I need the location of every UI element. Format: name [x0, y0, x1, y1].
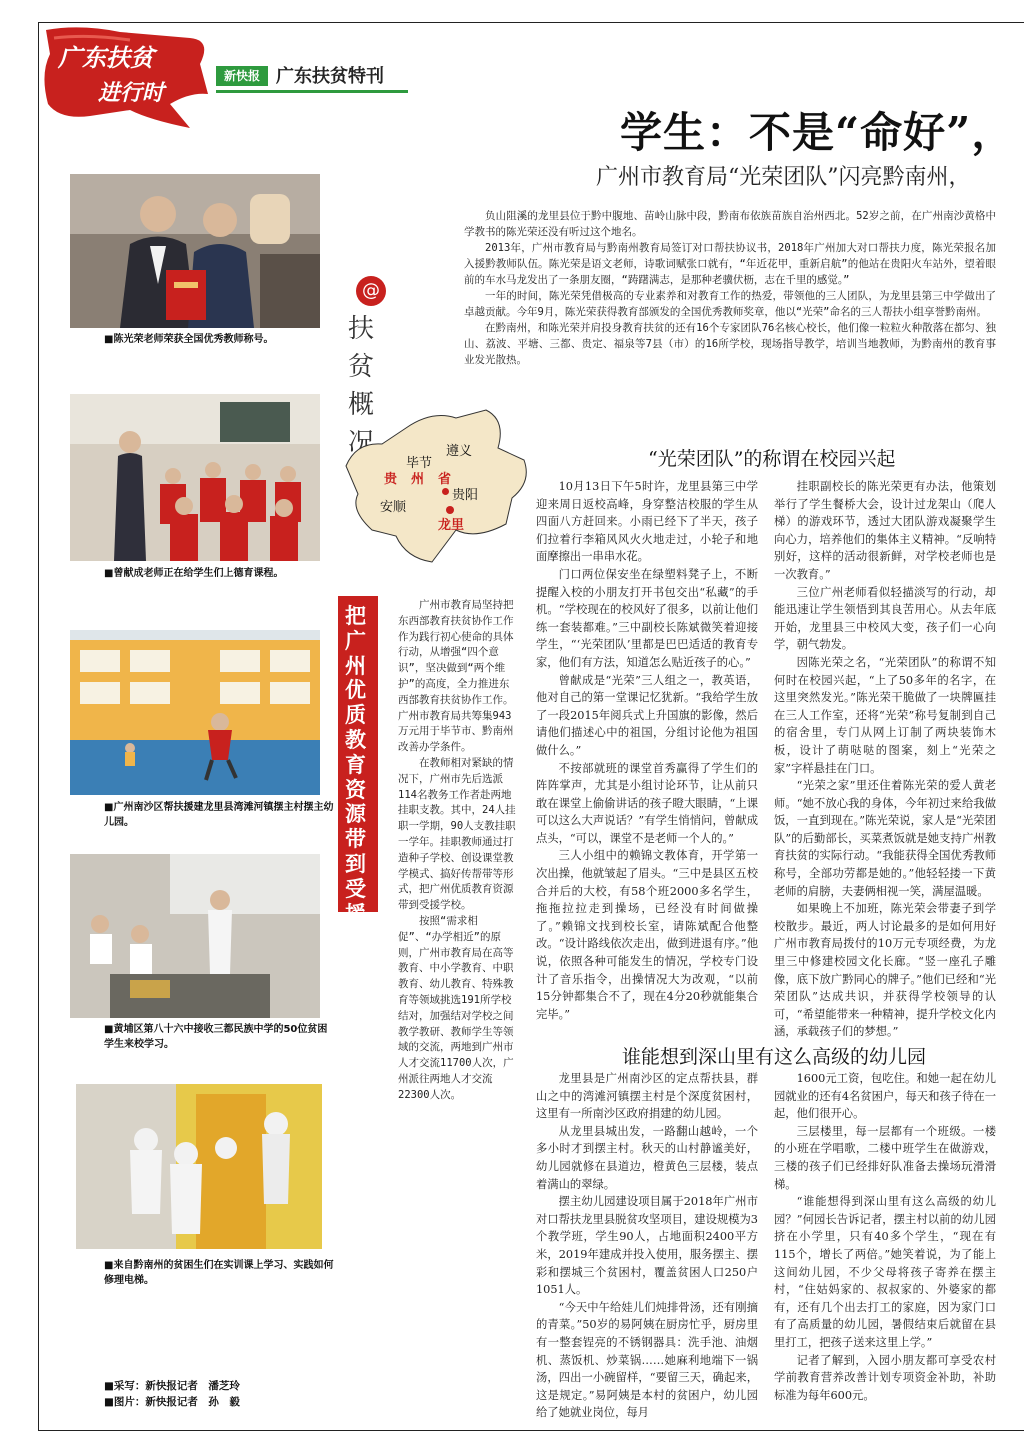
sidebar-text [398, 598, 518, 1104]
map-city-zunyi: 遵义 [446, 444, 473, 459]
overview-label: 扶贫概况 [348, 314, 375, 458]
section2-column-2 [774, 1070, 996, 1404]
photo-classroom [70, 394, 320, 561]
section1-column-2 [774, 478, 996, 1041]
photo5-caption: ■来自黔南州的贫困生们在实训课上学习、实践如何修理电梯。 [104, 1260, 334, 1286]
brand-logo: 新快报 [216, 66, 268, 86]
photo4-caption: ■黄埔区第八十六中接收三都民族中学的50位贫困学生来校学习。 [104, 1024, 328, 1050]
map-marker-longli [446, 506, 454, 514]
map-city-anshun: 安顺 [380, 500, 407, 515]
article-paragraph: 记者了解到，入园小朋友都可享受农村学前教育营养改善计划专项资金补助，补助标准为每年600元。 [774, 1353, 996, 1402]
article-paragraph: 从龙里县城出发，一路翻山越岭，一个多小时才到摆主村。秋天的山村静谧美好，幼儿园就修在县道边，橙黄色三层楼，装点着满山的翠绿。 [536, 1124, 758, 1191]
article-paragraph: 摆主幼儿园建设项目属于2018年广州市对口帮扶龙里县脱贫攻坚项目，建设规模为3个教学班，学生90人，占地面积2400平方米，2019年建成并投入使用，服务摆主、摆彩和摆城三个贫困村，覆盖贫困人口250户1051人。 [536, 1195, 758, 1297]
page-border-left [38, 22, 39, 1430]
article-paragraph: 因陈光荣之名，“光荣团队”的称谓不知何时在校园兴起，“上了50多年的名字，在这里突然发光。”陈光荣干脆做了一块牌匾挂在三人工作室，还将“光荣”称号复制到自己的宿舍里，专门从网上订制了两块装饰木板，设计了萌哒哒的图案，刻上“光荣之家”字样悬挂在门口。 [774, 655, 996, 775]
article-paragraph: 如果晚上不加班，陈光荣会带妻子到学校散步。最近，两人讨论最多的是如何用好广州市教育局拨付的10万元专项经费，为龙里三中修建校园文化长廊。“竖一座孔子雕像，底下放广黔同心的牌子。”他们已经和“光荣团队”达成共识，并获得学校领导的认可，“希望能带来一种精神，提升学校文化内涵，承载孩子们的梦想。” [774, 902, 996, 1039]
article-paragraph: 曾献成是“光荣”三人组之一，教英语，他对自己的第一堂课记忆犹新。“我给学生放了一段2015年阅兵式上升国旗的影像，然后请他们描述心中的祖国，分组讨论他为祖国做什么。” [536, 673, 758, 757]
section1-column-1 [536, 478, 758, 1023]
page-border-bottom [38, 1430, 1024, 1431]
ribbon-title-line1: 广东扶贫 [58, 43, 154, 72]
photo1-caption: ■陈光荣老师荣获全国优秀教师称号。 [104, 334, 274, 345]
sidebar-paragraph: 按照“需求相促”、“办学相近”的原则，广州市教育局在高等教育、中小学教育、中职教育、幼儿教育、特殊教育等领域挑选191所学校结对，加强结对学校之间教学教研、教师学生等领域的交流，两地到广州市人才交流11700人次，广州派往两地人才交流22300人次。 [398, 914, 514, 1101]
intro-paragraph: 在黔南州，和陈光荣并肩投身教育扶贫的还有16个专家团队76名核心校长，他们像一粒粒火种散落在都匀、独山、荔波、平塘、三都、贵定、福泉等7县（市）的16所学校，现场指导教学，培训当地教师，为黔南州的教育事业发光散热。 [464, 322, 996, 366]
map-province: 贵州省 [384, 472, 466, 487]
at-icon: @ [356, 276, 386, 306]
article-paragraph: 三人小组中的赖锦文教体育，开学第一次出操，他就皱起了眉头。“三中是县区五校合并后的大校，有58个班2000多名学生，拖拖拉拉走到操场，已经没有时间做操了。”赖锦文找到校长室，请陈斌配合他整改。“设计路线依次走出，做到进退有序。”他说，依照各种可能发生的情况，学校专门设计了音乐指令，出操情况大为改观，“以前15分钟都集合不了，现在4分20秒就能集合完毕。” [536, 849, 758, 1021]
intro-paragraph: 2013年，广州市教育局与黔南州教育局签订对口帮扶协议书，2018年广州加大对口帮扶力度，陈光荣报名加入援黔教师队伍。陈光荣是语文老师，诗歌词赋张口就有，“年近花甲，重新启航”的他站在贵阳火车站外，望着眼前的车水马龙发出了一条朋友圈，“踌躇满志，是那种老骥伏枥，志在千里的感觉。” [464, 242, 996, 286]
sidebar-paragraph: 在教师相对紧缺的情况下，广州市先后选派114名教务工作者赴两地挂职支教。其中，24人挂职一学期，90人支教挂职一学年。挂职教师通过打造种子学校、创设课堂教学模式、搞好传帮带等形式，把广州优质教育资源带到受援学校。 [398, 756, 516, 912]
article-paragraph: 不按部就班的课堂首秀赢得了学生们的阵阵掌声，尤其是小组讨论环节，让从前只敢在课堂上偷偷讲话的孩子瞪大眼睛，“上课可以这么大声说话？”有学生悄悄问，曾献成点头，“可以，课堂不是老师一个人的。” [536, 761, 758, 845]
section2-title: 谁能想到深山里有这么高级的幼儿园 [622, 1046, 927, 1068]
article-paragraph: 门口两位保安坐在绿塑料凳子上，不断提醒入校的小朋友打开书包交出“私藏”的手机。“学校现在的校风好了很多，以前让他们练一套装都难。”三中副校长陈斌微笑着迎接学生，“‘光荣团队’里都是巴巴适适的教育专家，他们有方法，知道怎么贴近孩子的心。” [536, 567, 758, 669]
intro-paragraph: 负山阻溪的龙里县位于黔中腹地、苗岭山脉中段，黔南布依族苗族自治州西北。52岁之前，在广州南沙黄格中学教书的陈光荣还没有听过这个地名。 [464, 210, 996, 238]
article-paragraph: 10月13日下午5时许，龙里县第三中学迎来周日返校高峰，身穿整洁校服的学生从四面八方赶回来。小雨已经下了半天，孩子们拉着行李箱风风火火地走过，小轮子和地面摩擦出一串串水花。 [536, 480, 758, 564]
credit-writer: ■采写：新快报记者 潘芝玲 [104, 1380, 240, 1392]
intro-paragraph: 一年的时间，陈光荣凭借极高的专业素养和对教育工作的热爱，带领他的三人团队，为龙里县第三中学做出了卓越贡献。今年9月，陈光荣获得教育部颁发的全国优秀教师奖章，他以“光荣”命名的三人帮扶小组享誉黔南州。 [464, 290, 996, 318]
article-paragraph: 龙里县是广州南沙区的定点帮扶县，群山之中的湾滩河镇摆主村是个深度贫困村，这里有一所南沙区政府捐建的幼儿园。 [536, 1072, 758, 1121]
photo2-caption: ■曾献成老师正在给学生们上德育课程。 [104, 568, 284, 579]
photo-students-lab [70, 854, 320, 1018]
ribbon-title-line2: 进行时 [98, 80, 165, 106]
page-border-top [38, 22, 1024, 23]
article-paragraph: 三位广州老师看似轻描淡写的行动，却能迅速让学生领悟到其良苦用心。从去年底开始，龙里县三中校风大变，孩子们一心向学，朝气勃发。 [774, 585, 996, 652]
photo3-caption: ■广州南沙区帮扶援建龙里县湾滩河镇摆主村摆主幼儿园。 [104, 802, 334, 828]
photo-elevator-training [76, 1084, 322, 1249]
section2-column-1 [536, 1070, 758, 1422]
section-rule [216, 90, 408, 93]
article-paragraph: 挂职副校长的陈光荣更有办法，他策划举行了学生餐桥大会，设计过龙架山（爬人梯）的游戏环节，透过大团队游戏凝聚学生向心力，培养他们的集体主义精神。“反响特别好，这样的活动很新鲜，对学校老师也是一次教育。” [774, 480, 996, 581]
article-paragraph: “今天中午给娃儿们炖排骨汤，还有刚摘的青菜。”50岁的易阿姨在厨房忙乎，厨房里有一整套锃亮的不锈钢器具：洗手池、油烟机、蒸饭机、炒菜锅……她麻利地端下一锅汤，四出一小碗留样，“要留三天，确起来，这是规定。”易阿姨是本村的贫困户，幼儿园给了她就业岗位，每月 [536, 1300, 758, 1420]
intro-text [464, 208, 996, 368]
side-banner-text: 把广州优质教育资源带到受援学校 [345, 604, 366, 976]
article-paragraph: 三层楼里，每一层都有一个班级。一楼的小班在学唱歌，二楼中班学生在做游戏，三楼的孩子们已经排好队准备去操场玩滑滑梯。 [774, 1124, 996, 1191]
article-paragraph: “光荣之家”里还住着陈光荣的爱人黄老师。“她不放心我的身体，今年初过来给我做饭，一直到现在。”陈光荣说，家人是“光荣团队”的后勤部长，买菜煮饭就是她支持广州教育扶贫的实际行动。“我能获得全国优秀教师称号，全部功劳都是她的。”他轻轻搂一下黄老师的肩膀，夫妻俩相视一笑，满屋温暖。 [774, 779, 996, 898]
section1-title: “光荣团队”的称谓在校园兴起 [648, 448, 896, 470]
map-city-guiyang: 贵阳 [452, 488, 479, 503]
subheadline: 广州市教育局“光荣团队”闪亮黔南州， [596, 165, 971, 190]
article-paragraph: 1600元工资，包吃住。和她一起在幼儿园就业的还有4名贫困户，每天和孩子待在一起，他们很开心。 [774, 1072, 996, 1121]
map-marker-guiyang [442, 488, 449, 495]
article-paragraph: “谁能想得到深山里有这么高级的幼儿园？”何园长告诉记者，摆主村以前的幼儿园挤在小学里，只有40多个学生，“现在有115个，增长了两倍。”她笑着说，为了能上这间幼儿园，不少父母将孩子寄养在摆主村，“住姑妈家的、叔叔家的、外婆家的都有，还有几个出去打工的家庭，因为家门口有了高质量的幼儿园，暑假结束后就留在县里打工，把孩子送来这里上学。” [774, 1195, 996, 1349]
photo-teacher-award [70, 174, 320, 328]
photo-kindergarten [70, 630, 320, 795]
credit-photo: ■图片：新快报记者 孙 毅 [104, 1396, 240, 1408]
map-city-longli: 龙里 [438, 518, 465, 533]
map-city-bijie: 毕节 [406, 456, 433, 471]
sidebar-paragraph: 广州市教育局坚持把东西部教育扶贫协作工作作为践行初心使命的具体行动，从增强“四个意识”，坚决做到“两个维护”的高度，全力推进东西部教育扶贫协作工作。广州市教育局共筹集943万元用于毕节市、黔南州改善办学条件。 [398, 599, 514, 754]
headline: 学生：不是“命好”， [620, 108, 1015, 157]
section-title: 广东扶贫特刊 [276, 66, 384, 87]
